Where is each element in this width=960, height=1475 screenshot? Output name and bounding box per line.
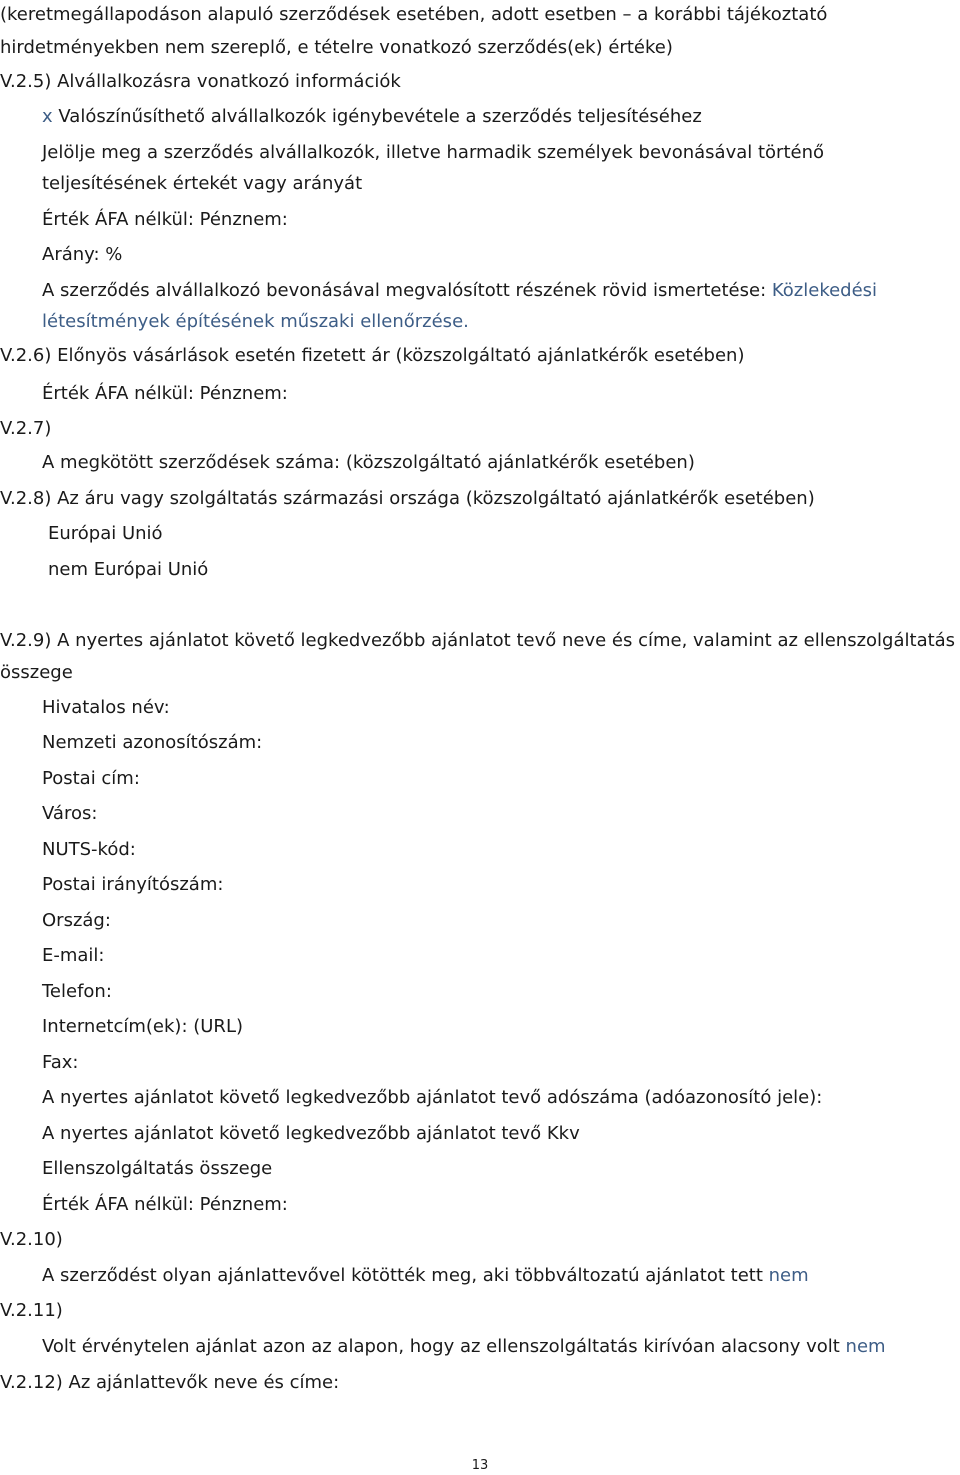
subcontract-description-value-cont: létesítmények építésének műszaki ellenőrzése. bbox=[42, 311, 469, 332]
subcontracting-likely-label: Valószínűsíthető alvállalkozók igénybevétele a szerződés teljesítéséhez bbox=[52, 106, 702, 127]
abnormally-low-label: Volt érvénytelen ajánlat azon az alapon, hogy az ellenszolgáltatás kirívóan alacsony volt bbox=[42, 1336, 846, 1357]
consideration-value-field: Érték ÁFA nélkül: Pénznem: bbox=[42, 1194, 288, 1215]
section-v25-heading: V.2.5) Alvállalkozásra vonatkozó információk bbox=[0, 71, 401, 92]
page-number: 13 bbox=[471, 1458, 489, 1473]
section-v211-heading: V.2.11) bbox=[0, 1300, 63, 1321]
country-field: Ország: bbox=[42, 910, 111, 931]
nuts-code-field: NUTS-kód: bbox=[42, 839, 136, 860]
phone-field: Telefon: bbox=[42, 981, 112, 1002]
contract-value-note-line1: (keretmegállapodáson alapuló szerződések esetében, adott esetben – a korábbi tájékoztató bbox=[0, 4, 828, 25]
bargain-value-field: Érték ÁFA nélkül: Pénznem: bbox=[42, 383, 288, 404]
variant-offer-value: nem bbox=[768, 1265, 809, 1286]
abnormally-low-line bbox=[42, 1336, 886, 1358]
subcontract-description-line bbox=[42, 280, 877, 302]
abnormally-low-value: nem bbox=[845, 1336, 886, 1357]
subcontracting-instruction-line2: teljesítésének értekét vagy arányát bbox=[42, 173, 363, 194]
contract-value-note-line2: hirdetményekben nem szereplő, e tételre vonatkozó szerződés(ek) értéke) bbox=[0, 37, 673, 58]
national-id-field: Nemzeti azonosítószám: bbox=[42, 732, 263, 753]
section-v26-heading: V.2.6) Előnyös vásárlások esetén fizetett ár (közszolgáltató ajánlatkérők esetében) bbox=[0, 345, 745, 366]
section-v210-heading: V.2.10) bbox=[0, 1229, 63, 1250]
postal-address-field: Postai cím: bbox=[42, 768, 140, 789]
variant-offer-label: A szerződést olyan ajánlattevővel kötötték meg, aki többváltozatú ajánlatot tett bbox=[42, 1265, 769, 1286]
sme-field: A nyertes ajánlatot követő legkedvezőbb ajánlatot tevő Kkv bbox=[42, 1123, 580, 1144]
url-field: Internetcím(ek): (URL) bbox=[42, 1016, 243, 1037]
contracts-count-field: A megkötött szerződések száma: (közszolgáltató ajánlatkérők esetében) bbox=[42, 452, 695, 473]
tax-number-field: A nyertes ajánlatot követő legkedvezőbb ajánlatot tevő adószáma (adóazonosító jele): bbox=[42, 1087, 823, 1108]
section-v212-heading: V.2.12) Az ajánlattevők neve és címe: bbox=[0, 1372, 340, 1393]
origin-option-eu: Európai Unió bbox=[48, 523, 163, 544]
subcontract-description-value: Közlekedési bbox=[771, 280, 878, 301]
subcontract-value-field: Érték ÁFA nélkül: Pénznem: bbox=[42, 209, 288, 230]
origin-option-non-eu: nem Európai Unió bbox=[48, 559, 209, 580]
subcontract-description-label: A szerződés alvállalkozó bevonásával megvalósított részének rövid ismertetése: bbox=[42, 280, 772, 301]
subcontracting-likely-line bbox=[42, 106, 702, 128]
city-field: Város: bbox=[42, 803, 98, 824]
section-v29-heading-line2: összege bbox=[0, 662, 73, 683]
fax-field: Fax: bbox=[42, 1052, 79, 1073]
section-v27-heading: V.2.7) bbox=[0, 418, 52, 439]
subcontract-ratio-field: Arány: % bbox=[42, 244, 123, 265]
variant-offer-line bbox=[42, 1265, 809, 1287]
subcontracting-instruction-line1: Jelölje meg a szerződés alvállalkozók, illetve harmadik személyek bevonásával történő bbox=[42, 142, 824, 163]
official-name-field: Hivatalos név: bbox=[42, 697, 170, 718]
postal-code-field: Postai irányítószám: bbox=[42, 874, 224, 895]
checkbox-mark: x bbox=[42, 106, 53, 127]
section-v29-heading-line1: V.2.9) A nyertes ajánlatot követő legkedvezőbb ajánlatot tevő neve és címe, valamint az ellenszolgáltatás bbox=[0, 630, 956, 651]
section-v28-heading: V.2.8) Az áru vagy szolgáltatás származási országa (közszolgáltató ajánlatkérők esetében) bbox=[0, 488, 815, 509]
consideration-amount-label: Ellenszolgáltatás összege bbox=[42, 1158, 273, 1179]
email-field: E-mail: bbox=[42, 945, 105, 966]
